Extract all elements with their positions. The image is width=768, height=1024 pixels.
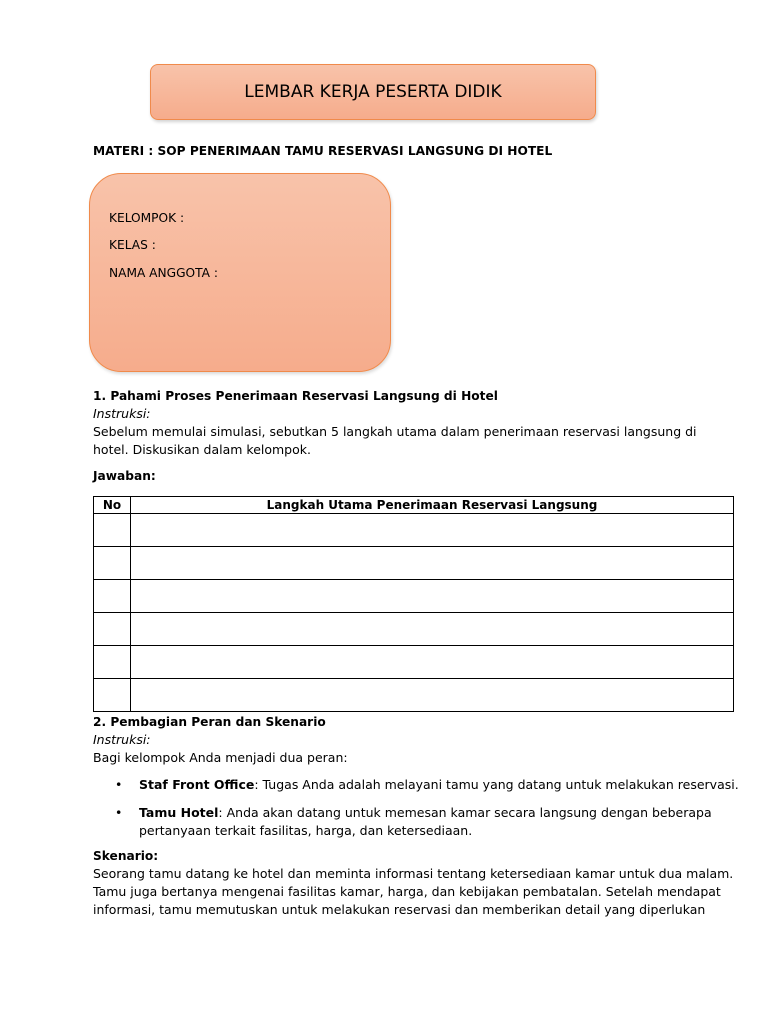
table-header-row [94, 497, 734, 514]
table-row [94, 613, 734, 646]
no-cell[interactable] [94, 514, 131, 547]
no-cell[interactable] [94, 679, 131, 712]
section2-intro: Bagi kelompok Anda menjadi dua peran: [93, 750, 348, 765]
table-row [94, 514, 734, 547]
skenario-line3: informasi, tamu memutuskan untuk melakukan reservasi dan memberikan detail yang diperlukan [93, 902, 706, 917]
bullet-icon: • [115, 777, 123, 792]
table-row [94, 580, 734, 613]
header-no: No [94, 497, 131, 514]
no-cell[interactable] [94, 547, 131, 580]
bullet-icon: • [115, 805, 123, 820]
no-cell[interactable] [94, 580, 131, 613]
section1-text-line2: hotel. Diskusikan dalam kelompok. [93, 442, 311, 457]
langkah-cell[interactable] [131, 679, 734, 712]
langkah-cell[interactable] [131, 613, 734, 646]
langkah-cell[interactable] [131, 547, 734, 580]
role-name: Tamu Hotel [139, 805, 219, 820]
skenario-line2: Tamu juga bertanya mengenai fasilitas kamar, harga, dan kebijakan pembatalan. Setelah mendapat [93, 884, 721, 899]
role-desc: : Anda akan datang untuk memesan kamar secara langsung dengan beberapa [218, 805, 712, 820]
header-langkah: Langkah Utama Penerimaan Reservasi Langsung [131, 497, 734, 514]
section2-instruksi-label: Instruksi: [93, 732, 151, 747]
skenario-line1: Seorang tamu datang ke hotel dan meminta informasi tentang ketersediaan kamar untuk dua malam. [93, 866, 734, 881]
section1-heading: 1. Pahami Proses Penerimaan Reservasi Langsung di Hotel [93, 389, 498, 403]
answer-table [93, 496, 734, 712]
no-cell[interactable] [94, 646, 131, 679]
section2-heading: 2. Pembagian Peran dan Skenario [93, 715, 326, 729]
jawaban-label: Jawaban: [93, 469, 156, 483]
skenario-label: Skenario: [93, 849, 159, 863]
langkah-cell[interactable] [131, 580, 734, 613]
table-row [94, 679, 734, 712]
section1-instruksi-label: Instruksi: [93, 406, 151, 421]
langkah-cell[interactable] [131, 514, 734, 547]
worksheet-title-box [150, 64, 596, 120]
role-name: Staf Front Office [139, 777, 255, 792]
materi-line: MATERI : SOP PENERIMAAN TAMU RESERVASI LANGSUNG DI HOTEL [93, 144, 553, 158]
no-cell[interactable] [94, 613, 131, 646]
nama-anggota-label: NAMA ANGGOTA : [109, 266, 218, 280]
langkah-cell[interactable] [131, 646, 734, 679]
section1-text-line1: Sebelum memulai simulasi, sebutkan 5 langkah utama dalam penerimaan reservasi langsung di [93, 424, 697, 439]
kelas-label: KELAS : [109, 238, 156, 252]
group-info-box [89, 173, 391, 372]
kelompok-label: KELOMPOK : [109, 211, 185, 225]
list-item [93, 776, 739, 794]
role-desc-continued: pertanyaan terkait fasilitas, harga, dan ketersediaan. [139, 823, 473, 838]
list-item [93, 804, 739, 840]
table-row [94, 547, 734, 580]
table-row [94, 646, 734, 679]
worksheet-title: LEMBAR KERJA PESERTA DIDIK [244, 82, 502, 102]
roles-list [93, 776, 739, 840]
role-desc: : Tugas Anda adalah melayani tamu yang datang untuk melakukan reservasi. [254, 777, 739, 792]
